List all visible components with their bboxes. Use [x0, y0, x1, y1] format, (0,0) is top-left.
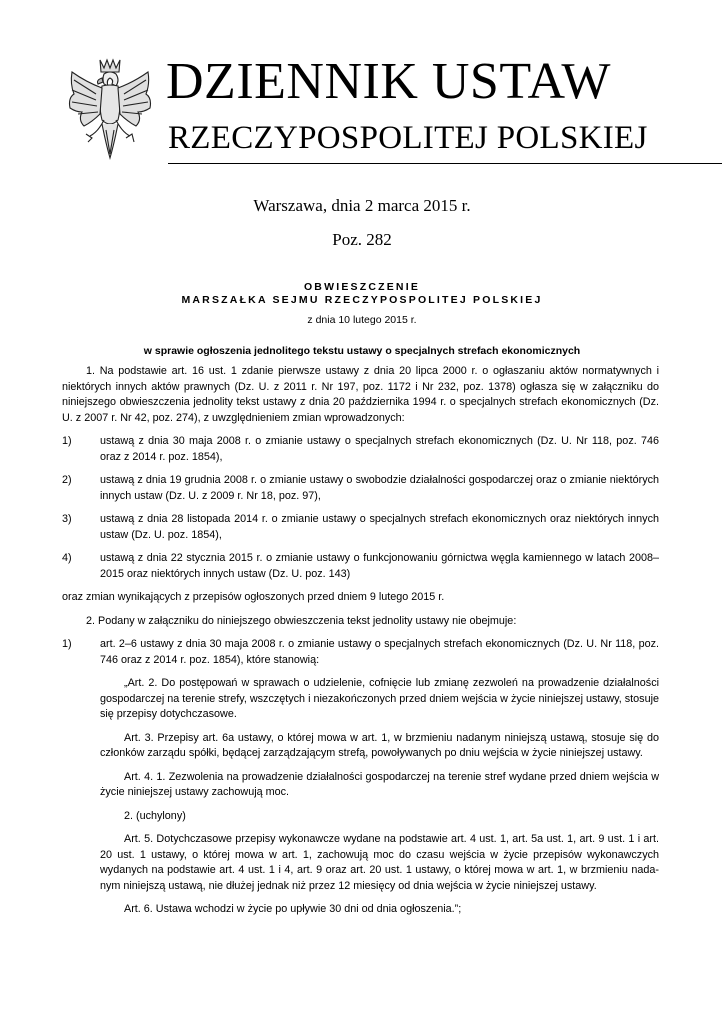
document-issuer: MARSZAŁKA SEJMU RZECZYPOSPOLITEJ POLSKIEJ	[181, 294, 543, 306]
document-subject: w sprawie ogłoszenia jednolitego tekstu ustawy o specjalnych strefach ekonomicznych	[143, 345, 581, 357]
list-item: 1) art. 2–6 ustawy z dnia 30 maja 2008 r. o zmianie ustawy o specjalnych strefach ekonomicznych (Dz. U. Nr 118, poz. 746 oraz z 2014 r. poz. 1854), które stanowią:	[62, 638, 659, 666]
journal-subtitle: RZECZYPOSPOLITEJ POLSKIEJ	[168, 120, 648, 156]
issue-date: z dnia 10 lutego 2015 r.	[307, 314, 417, 326]
masthead	[62, 50, 662, 170]
paragraph-1: 1. Na podstawie art. 16 ust. 1 zdanie pierwsze ustawy z dnia 20 lipca 2000 r. o ogłaszaniu aktów normatywnych i niektórych innych aktów prawnych (Dz. U. z 2011 r. Nr 197, poz. 1172 i Nr 232, poz. 1378) ogłasza się w załączniku do niniejszego obwieszczenia jednolity tekst ustawy z dnia 20 października 1994 r. o specjalnych strefach ekonomicznych (Dz. U. z 2007 r. Nr 42, poz. 274), z uwzględnieniem zmian wprowadzonych:	[62, 365, 659, 424]
document-body	[62, 364, 659, 918]
polish-eagle-emblem-icon	[62, 54, 158, 166]
list-item: 3) ustawą z dnia 28 listopada 2014 r. o zmianie ustawy o specjalnych strefach ekonomicznych oraz niektórych innych ustaw (Dz. U. poz. 1854),	[62, 513, 659, 541]
quoted-article: 2. (uchylony)	[124, 809, 186, 822]
quoted-article: Art. 6. Ustawa wchodzi w życie po upływie 30 dni od dnia ogłoszenia.”;	[124, 903, 462, 915]
publication-date: Warszawa, dnia 2 marca 2015 r.	[253, 196, 471, 215]
after-list-text: oraz zmian wynikających z przepisów ogłoszonych przed dniem 9 lutego 2015 r.	[62, 591, 445, 603]
position-number: Poz. 282	[332, 230, 392, 249]
paragraph-2: 2. Podany w załączniku do niniejszego obwieszczenia tekst jednolity ustawy nie obejmuje:	[86, 614, 517, 627]
masthead-rule	[168, 163, 722, 164]
list-item: 2) ustawą z dnia 19 grudnia 2008 r. o zmianie ustawy o swobodzie działalności gospodarczej oraz o zmianie niektórych innych ustaw (Dz. U. z 2009 r. Nr 18, poz. 97),	[62, 474, 659, 502]
document-type: OBWIESZCZENIE	[303, 281, 421, 293]
quoted-article: Art. 4. 1. Zezwolenia na prowadzenie działalności gospodarczej na terenie stref wydane przed dniem wejścia w życie niniejszej ustawy zachowują moc.	[100, 770, 659, 798]
quoted-article: Art. 5. Dotychczasowe przepisy wykonawcze wydane na podstawie art. 4 ust. 1, art. 5a ust. 1, art. 9 ust. 1 i art. 20 ust. 1 ustawy, o której mowa w art. 1, zachowują moc do czasu wejścia w życie przepisów wykonawczych wydanych na podstawie art. 4 ust. 1 i 4, art. 9 oraz art. 20 ust. 1 ustawy, o której mowa w art. 1, w brzmieniu nadanym niniejszą ustawą, nie dłużej jednak niż przez 12 miesięcy od dnia wejścia w życie niniejszej ustawy.	[100, 833, 659, 892]
quoted-article: Art. 3. Przepisy art. 6a ustawy, o której mowa w art. 1, w brzmieniu nadanym niniejszą ustawą, stosuje się do członków zarządu spółki, będącej zarządzającym strefą, powoływanych po dniu wejścia w życie niniejszej ustawy.	[100, 731, 659, 759]
journal-title: DZIENNIK USTAW	[166, 53, 611, 110]
list-item: 1) ustawą z dnia 30 maja 2008 r. o zmianie ustawy o specjalnych strefach ekonomicznych (Dz. U. Nr 118, poz. 746 oraz z 2014 r. poz. 1854),	[62, 435, 659, 463]
list-item: 4) ustawą z dnia 22 stycznia 2015 r. o zmianie ustawy o funkcjonowaniu górnictwa węgla kamiennego w latach 2008–2015 oraz niektórych innych ustaw (Dz. U. poz. 143)	[62, 552, 659, 580]
quoted-article: „Art. 2. Do postępowań w sprawach o udzielenie, cofnięcie lub zmianę zezwoleń na prowadzenie działalności gospodarczej na terenie strefy, wszczętych i niezakończonych przed dniem wejścia w życie niniejszej ustawy, stosuje się przepisy dotychczasowe.	[100, 677, 659, 720]
